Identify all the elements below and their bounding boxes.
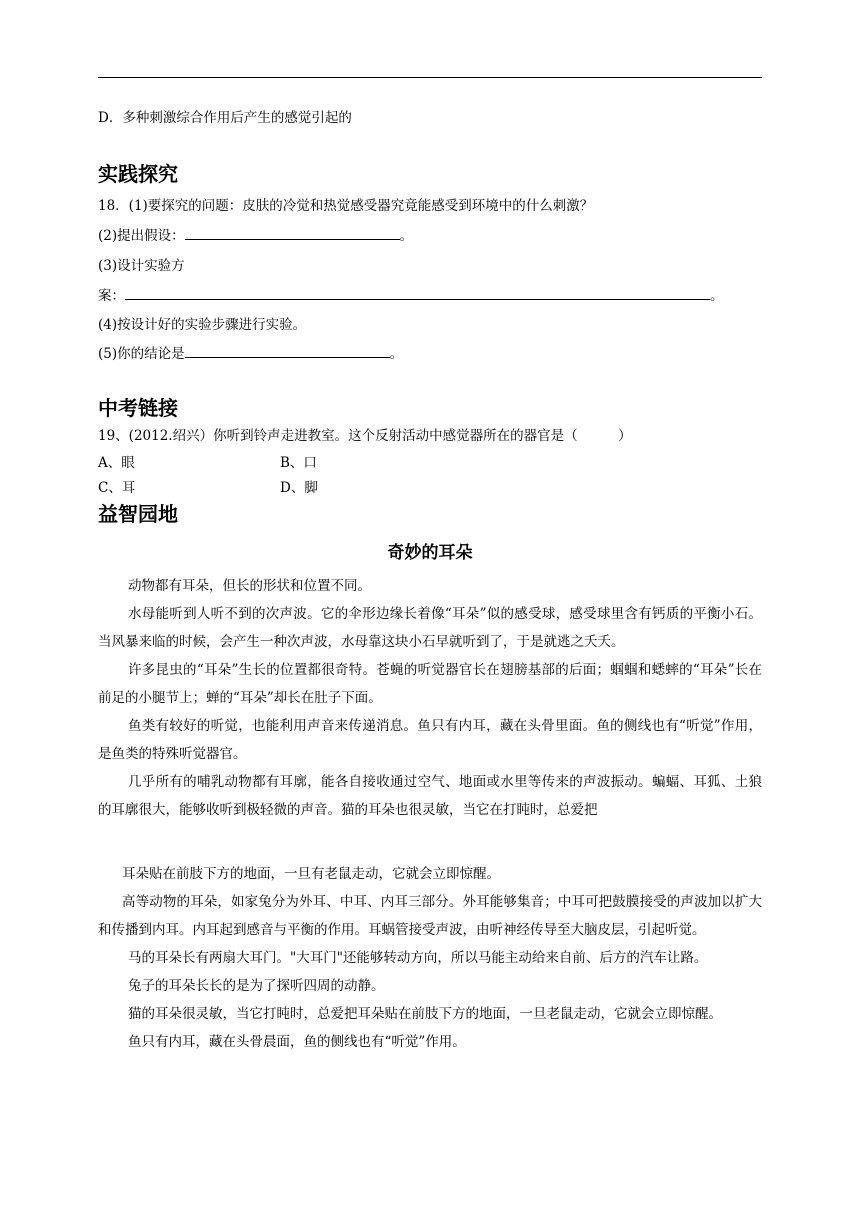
q18-item-2-end: 。	[399, 228, 414, 244]
paragraph-3: 许多昆虫的“耳朵”生长的位置都很奇特。苍蝇的听觉器官长在翅膀基部的后面；蝈蝈和蟋蟀的“耳朵”长在前足的小腿节上；蝉的“耳朵”却长在肚子下面。	[98, 662, 762, 706]
article-body-part2	[98, 860, 762, 1056]
q18-item-5-end: 。	[389, 346, 404, 362]
section-heading-practice: 实践探究	[98, 162, 178, 186]
q18-item-5	[98, 342, 403, 362]
paragraph-8: 马的耳朵长有两扇大耳门。"大耳门"还能够转动方向，所以马能主动给来自前、后方的汽车让路。	[128, 950, 708, 966]
q18-item-2	[98, 224, 413, 244]
article-body-part1	[98, 572, 762, 824]
paragraph-10: 猫的耳朵很灵敏，当它打盹时，总爱把耳朵贴在前肢下方的地面，一旦老鼠走动，它就会立即惊醒。	[128, 1006, 722, 1022]
paragraph-1: 动物都有耳朵，但长的形状和位置不同。	[128, 578, 371, 594]
q18-item-2-label: (2)提出假设：	[98, 228, 185, 244]
paragraph-7: 高等动物的耳朵，如家兔分为外耳、中耳、内耳三部分。外耳能够集音；中耳可把鼓膜接受的声波加以扩大和传播到内耳。内耳起到感音与平衡的作用。耳蜗管接受声波，由听神经传导至大脑皮层，引起听觉。	[98, 894, 762, 938]
header-rule	[98, 77, 762, 78]
paragraph-4: 鱼类有较好的听觉，也能利用声音来传递消息。鱼只有内耳，藏在头骨里面。鱼的侧线也有“听觉”作用，是鱼类的特殊听觉器官。	[98, 718, 762, 762]
q18-item-3b	[98, 284, 724, 304]
q19-option-d: D、脚	[280, 480, 318, 496]
hypothesis-blank[interactable]	[185, 227, 400, 240]
paragraph-9: 兔子的耳朵长长的是为了探听四周的动静。	[128, 978, 385, 994]
section-heading-puzzle: 益智园地	[98, 502, 178, 526]
conclusion-blank[interactable]	[185, 345, 390, 358]
q18-item-3b-label: 案：	[98, 288, 125, 304]
experiment-plan-blank[interactable]	[125, 287, 710, 300]
q18-item-5-label: (5)你的结论是	[98, 346, 185, 362]
q19-option-c: C、耳	[98, 480, 136, 496]
q19-option-b: B、口	[280, 455, 317, 471]
paragraph-5: 几乎所有的哺乳动物都有耳廓，能各自接收通过空气、地面或水里等传来的声波振动。蝙蝠、耳狐、土狼的耳廓很大，能够收听到极轻微的声音。猫的耳朵也很灵敏，当它在打盹时，总爱把	[98, 774, 762, 818]
section-heading-exam-link: 中考链接	[98, 396, 178, 420]
article-title: 奇妙的耳朵	[387, 543, 473, 563]
q19-option-a: A、眼	[98, 455, 135, 471]
q17-option-d: D．多种刺激综合作用后产生的感觉引起的	[98, 110, 352, 126]
paragraph-11: 鱼只有内耳，藏在头骨晨面，鱼的侧线也有“听觉”作用。	[128, 1034, 466, 1050]
q18-item-1: 18．(1)要探究的问题：皮肤的冷觉和热觉感受器究竟能感受到环境中的什么刺激？	[98, 198, 594, 214]
paragraph-6: 耳朵贴在前肢下方的地面，一旦有老鼠走动，它就会立即惊醒。	[122, 866, 500, 882]
q19-question: 19、(2012.绍兴）你听到铃声走进教室。这个反射活动中感觉器所在的器官是（ ）	[98, 428, 632, 444]
q18-item-4: (4)按设计好的实验步骤进行实验。	[98, 317, 307, 333]
paragraph-2: 水母能听到人听不到的次声波。它的伞形边缘长着像“耳朵”似的感受球，感受球里含有钙质的平衡小石。当风暴来临的时候，会产生一种次声波，水母靠这块小石早就听到了，于是就逃之夭夭。	[98, 606, 762, 650]
q18-item-3: (3)设计实验方	[98, 258, 185, 274]
q18-item-3b-end: 。	[710, 288, 724, 304]
